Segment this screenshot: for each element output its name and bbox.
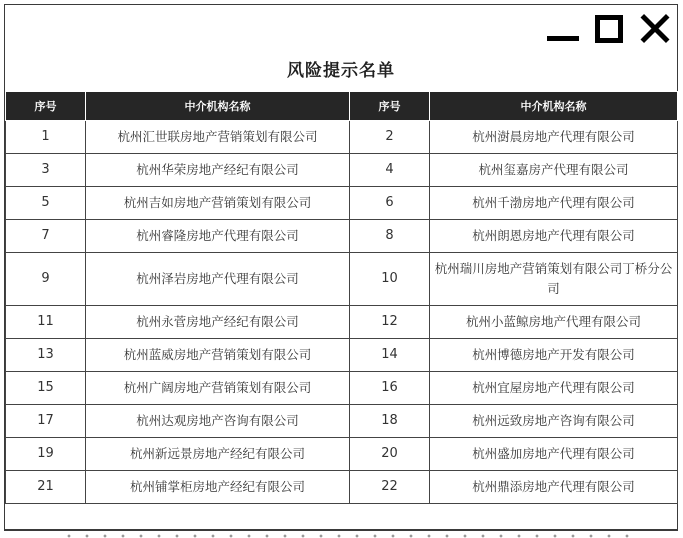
header-name-left: 中介机构名称 [86, 92, 350, 121]
row-seq-left: 21 [6, 471, 86, 504]
row-seq-right: 10 [350, 253, 430, 306]
row-seq-right: 12 [350, 306, 430, 339]
table-row [6, 306, 678, 339]
row-seq-right: 20 [350, 438, 430, 471]
table-row [6, 187, 678, 220]
row-name-right: 杭州盛加房地产代理有限公司 [430, 438, 678, 471]
row-name-right: 杭州宜屋房地产代理有限公司 [430, 372, 678, 405]
row-name-right: 杭州朗恩房地产代理有限公司 [430, 220, 678, 253]
row-name-left: 杭州广阔房地产营销策划有限公司 [86, 372, 350, 405]
row-seq-right: 22 [350, 471, 430, 504]
row-name-right: 杭州瑞川房地产营销策划有限公司丁桥分公司 [430, 253, 678, 306]
table-row [6, 372, 678, 405]
row-name-right: 杭州澍晨房地产代理有限公司 [430, 121, 678, 154]
minimize-icon[interactable] [547, 13, 579, 45]
page-title: 风险提示名单 [287, 61, 395, 81]
row-seq-right: 8 [350, 220, 430, 253]
row-seq-left: 7 [6, 220, 86, 253]
row-seq-right: 14 [350, 339, 430, 372]
row-name-right: 杭州千渤房地产代理有限公司 [430, 187, 678, 220]
row-seq-right: 6 [350, 187, 430, 220]
row-seq-left: 11 [6, 306, 86, 339]
row-seq-left: 15 [6, 372, 86, 405]
row-seq-left: 1 [6, 121, 86, 154]
table-header-row [6, 92, 678, 121]
row-name-left: 杭州泽岩房地产代理有限公司 [86, 253, 350, 306]
table-row [6, 220, 678, 253]
row-seq-left: 3 [6, 154, 86, 187]
row-name-left: 杭州汇世联房地产营销策划有限公司 [86, 121, 350, 154]
row-name-left: 杭州华荣房地产经纪有限公司 [86, 154, 350, 187]
row-name-left: 杭州新远景房地产经纪有限公司 [86, 438, 350, 471]
table-row [6, 253, 678, 306]
row-name-right: 杭州远致房地产咨询有限公司 [430, 405, 678, 438]
row-seq-left: 9 [6, 253, 86, 306]
window-frame [4, 4, 678, 531]
row-name-left: 杭州吉如房地产营销策划有限公司 [86, 187, 350, 220]
row-name-right: 杭州玺嘉房产代理有限公司 [430, 154, 678, 187]
header-name-right: 中介机构名称 [430, 92, 678, 121]
row-name-left: 杭州达观房地产咨询有限公司 [86, 405, 350, 438]
row-seq-right: 18 [350, 405, 430, 438]
row-seq-left: 13 [6, 339, 86, 372]
table-row [6, 438, 678, 471]
table-row [6, 339, 678, 372]
row-seq-left: 5 [6, 187, 86, 220]
table-row [6, 121, 678, 154]
row-seq-right: 16 [350, 372, 430, 405]
row-seq-right: 2 [350, 121, 430, 154]
row-seq-left: 17 [6, 405, 86, 438]
row-name-right: 杭州鼎添房地产代理有限公司 [430, 471, 678, 504]
close-icon[interactable] [639, 13, 671, 45]
row-seq-left: 19 [6, 438, 86, 471]
window-controls [547, 11, 671, 47]
row-seq-right: 4 [350, 154, 430, 187]
table-row [6, 471, 678, 504]
row-name-left: 杭州睿隆房地产代理有限公司 [86, 220, 350, 253]
row-name-right: 杭州小蓝鲸房地产代理有限公司 [430, 306, 678, 339]
agency-table [5, 91, 678, 504]
table-row [6, 405, 678, 438]
row-name-left: 杭州蓝威房地产营销策划有限公司 [86, 339, 350, 372]
header-seq-left: 序号 [6, 92, 86, 121]
row-name-left: 杭州永菅房地产经纪有限公司 [86, 306, 350, 339]
row-name-left: 杭州铺掌柜房地产经纪有限公司 [86, 471, 350, 504]
table-row [6, 154, 678, 187]
maximize-icon[interactable] [593, 13, 625, 45]
header-seq-right: 序号 [350, 92, 430, 121]
bottom-divider [5, 529, 677, 530]
row-name-right: 杭州博德房地产开发有限公司 [430, 339, 678, 372]
